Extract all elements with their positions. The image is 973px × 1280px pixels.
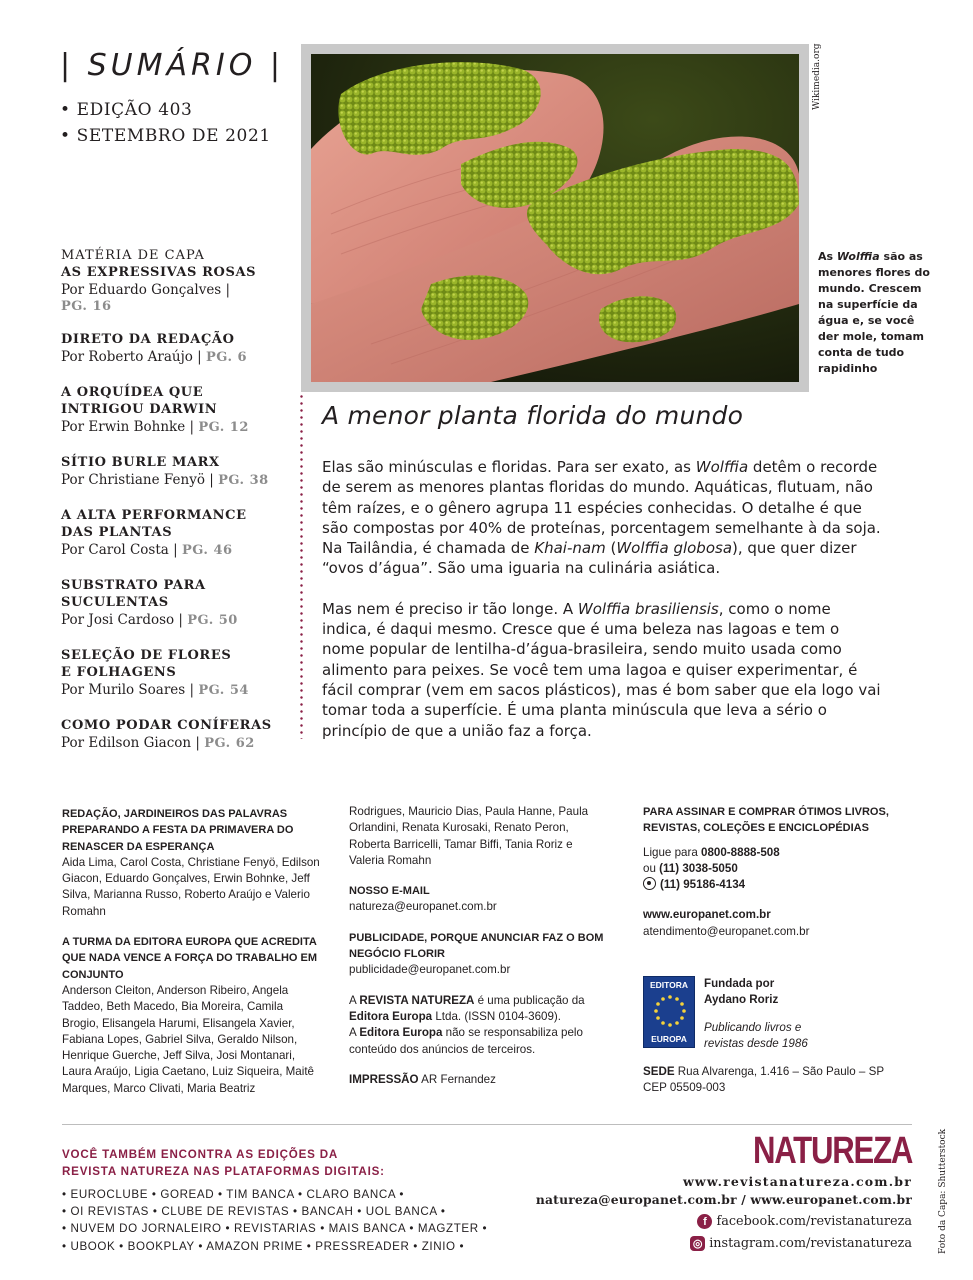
- toc-author: Por Christiane Fenyö | PG. 38: [61, 472, 269, 488]
- article-title: A menor planta florida do mundo: [322, 401, 744, 430]
- instagram-link[interactable]: ◎ instagram.com/revistanatureza: [690, 1236, 912, 1251]
- credits-column-1: [62, 806, 322, 1111]
- digital-platforms-list: [62, 1186, 487, 1255]
- platforms-line: • EUROCLUBE • GOREAD • TIM BANCA • CLARO BANCA •: [62, 1188, 405, 1201]
- platforms-line: • UBOOK • BOOKPLAY • AMAZON PRIME • PRESSREADER • ZINIO •: [62, 1239, 465, 1253]
- toc-item[interactable]: [61, 454, 291, 490]
- footer-divider: [62, 1124, 912, 1125]
- toc-page: PG. 38: [218, 473, 269, 488]
- toc-title-line2: E FOLHAGENS: [61, 665, 177, 680]
- toc-author: Por Murilo Soares | PG. 54: [61, 682, 249, 698]
- revista-site-link[interactable]: www.revistanatureza.com.br: [682, 1174, 912, 1189]
- toc-title: DIRETO DA REDAÇÃO: [61, 332, 235, 347]
- facebook-icon: f: [697, 1214, 712, 1229]
- credits-column-2: [349, 804, 609, 1102]
- platforms-line: • OI REVISTAS • CLUBE DE REVISTAS • BANCAH • UOL BANCA •: [62, 1205, 446, 1219]
- article-body: [322, 457, 882, 761]
- credits-heading: PUBLICIDADE, PORQUE ANUNCIAR FAZ O BOM NEGÓCIO FLORIR: [349, 931, 604, 961]
- cover-story-kicker: MATÉRIA DE CAPA: [61, 248, 205, 263]
- wolffia-photo: [311, 54, 799, 382]
- phone-link[interactable]: 0800-8888-508: [701, 845, 780, 859]
- toc-page: PG. 12: [198, 420, 249, 435]
- toc-page: PG. 46: [181, 543, 233, 558]
- legal-notice: A REVISTA NATUREZA é uma publicação da Editora Europa Ltda. (ISSN 0104-3609). A Editora Europa não se responsabiliza pelo conteúdo dos anúncios de terceiros.: [349, 993, 585, 1056]
- credits-heading: A TURMA DA EDITORA EUROPA QUE ACREDITA QUE NADA VENCE A FORÇA DO TRABALHO EM CONJUNTO: [62, 936, 318, 981]
- toc-author: Por Eduardo Gonçalves |: [61, 282, 231, 298]
- credits-column-3: PARA ASSINAR E COMPRAR ÓTIMOS LIVROS, REVISTAS, COLEÇÕES E ENCICLOPÉDIAS Ligue para 0800-8888-508 ou (11) 3038-5050 (11) 95186-4134 www.europanet.com.br atendimento@europanet.com.br: [643, 806, 889, 938]
- logo-text-top: EDITORA: [649, 980, 689, 990]
- page-title: | SUMÁRIO |: [60, 48, 284, 83]
- logo-text-bottom: EUROPA: [651, 1034, 687, 1044]
- phone-link[interactable]: (11) 3038-5050: [659, 861, 738, 875]
- editora-europa-logo: [643, 976, 695, 1048]
- toc-author: Por Erwin Bohnke | PG. 12: [61, 419, 249, 435]
- toc-title: SELEÇÃO DE FLORES: [61, 648, 232, 663]
- toc-page: PG. 6: [206, 350, 248, 365]
- toc-author: Por Josi Cardoso | PG. 50: [61, 612, 238, 628]
- subscribe-heading: PARA ASSINAR E COMPRAR ÓTIMOS LIVROS, REVISTAS, COLEÇÕES E ENCICLOPÉDIAS: [643, 806, 889, 835]
- toc-title-line2: INTRIGOU DARWIN: [61, 402, 218, 417]
- toc-title: SUBSTRATO PARA: [61, 578, 206, 593]
- whatsapp-link[interactable]: (11) 95186-4134: [660, 878, 746, 892]
- eu-stars-logo: [652, 993, 688, 1029]
- toc-item[interactable]: [61, 384, 291, 437]
- credits-heading: REDAÇÃO, JARDINEIROS DAS PALAVRAS PREPARANDO A FESTA DA PRIMAVERA DO RENASCER DA ESPERANÇA: [62, 808, 294, 853]
- cover-photo-credit: Foto da Capa: Shutterstock: [938, 1128, 948, 1254]
- table-of-contents: [61, 247, 291, 770]
- instagram-icon: ◎: [690, 1236, 705, 1251]
- toc-page: PG. 16: [61, 299, 112, 314]
- facebook-link[interactable]: f facebook.com/revistanatureza: [697, 1214, 912, 1229]
- photo-caption: As Wolffia são as menores flores do mundo. Crescem na superfície da água e, se você der mole, tomam conta de tudo rapidinho: [818, 250, 930, 375]
- toc-title-line2: SUCULENTAS: [61, 595, 169, 610]
- article-paragraph: Mas nem é preciso ir tão longe. A Wolffia brasiliensis, como o nome indica, é daqui mesmo. Cresce que é uma beleza nas lagoas e tem o nome popular de lentilha-d’água-brasileira, sendo muito usada como alimento para peixes. Se você tem uma lagoa e quiser experimentar, é fácil comprar (vem em sacos plásticos), mas é bom saber que ela logo vai tomar toda a superfície. É uma planta minúscula que leva a sério o princípio de que a união faz a força.: [322, 599, 881, 740]
- toc-author: Por Roberto Araújo | PG. 6: [61, 349, 248, 365]
- atendimento-email-link[interactable]: atendimento@europanet.com.br: [643, 924, 810, 938]
- natureza-brand-logo: NATUREZA: [752, 1130, 912, 1172]
- headquarters-address: SEDE Rua Alvarenga, 1.416 – São Paulo – SP CEP 05509-003: [643, 1065, 885, 1095]
- credits-names: Aida Lima, Carol Costa, Christiane Fenyö, Edilson Giacon, Eduardo Gonçalves, Erwin Bohnke, Jeff Silva, Marianna Russo, Roberto Araújo e Valerio Romahn: [62, 855, 320, 918]
- toc-page: PG. 62: [204, 736, 255, 751]
- edition-date: • SETEMBRO DE 2021: [60, 126, 271, 146]
- toc-title: A ORQUÍDEA QUE: [61, 385, 204, 400]
- toc-item[interactable]: [61, 507, 291, 560]
- photo-credit: Wikimedia.org: [812, 43, 822, 110]
- credits-names: Rodrigues, Mauricio Dias, Paula Hanne, Paula Orlandini, Renata Kurosaki, Renato Peron, Roberta Barricelli, Tamar Biffi, Tania Roriz e Valeria Romahn: [349, 805, 589, 867]
- toc-author: Por Carol Costa | PG. 46: [61, 542, 233, 558]
- dotted-divider: [300, 393, 303, 739]
- whatsapp-icon: [643, 877, 656, 890]
- toc-item[interactable]: [61, 331, 291, 367]
- toc-page: PG. 50: [187, 613, 238, 628]
- toc-title-line2: DAS PLANTAS: [61, 525, 173, 540]
- toc-item[interactable]: [61, 247, 291, 314]
- site-link[interactable]: www.europanet.com.br: [643, 908, 771, 922]
- toc-page: PG. 54: [198, 683, 249, 698]
- toc-title: COMO PODAR CONÍFERAS: [61, 718, 272, 733]
- digital-platforms-heading: VOCÊ TAMBÉM ENCONTRA AS EDIÇÕES DA REVISTA NATUREZA NAS PLATAFORMAS DIGITAIS:: [62, 1148, 385, 1178]
- printer-credit: IMPRESSÃO AR Fernandez: [349, 1072, 496, 1086]
- toc-author: Por Edilson Giacon | PG. 62: [61, 735, 255, 751]
- toc-title: A ALTA PERFORMANCE: [61, 508, 247, 523]
- article-paragraph: Elas são minúsculas e floridas. Para ser exato, as Wolffia detêm o recorde de serem as menores plantas floridas do mundo. Aquáticas, flutuam, não têm raízes, e o gênero agrupa 11 espécies conhecidas. O detalhe é que são compostas por 40% de proteínas, porcentagem semelhante à da soja. Na Tailândia, é chamada de Khai-nam (Wolffia globosa), que quer dizer “ovos d’água”. São uma iguaria na culinária asiática.: [322, 458, 881, 578]
- toc-item[interactable]: [61, 577, 291, 630]
- platforms-line: • NUVEM DO JORNALEIRO • REVISTARIAS • MAIS BANCA • MAGZTER •: [62, 1222, 488, 1236]
- publisher-slogan: Publicando livros e revistas desde 1986: [704, 1021, 808, 1050]
- toc-title: SÍTIO BURLE MARX: [61, 455, 220, 470]
- toc-title: AS EXPRESSIVAS ROSAS: [61, 265, 257, 280]
- toc-item[interactable]: [61, 717, 291, 753]
- publicidade-email-link[interactable]: publicidade@europanet.com.br: [349, 963, 511, 977]
- contact-links[interactable]: natureza@europanet.com.br / www.europanet.com.br: [535, 1192, 912, 1207]
- founded-by: Fundada por Aydano Roriz: [704, 977, 779, 1006]
- edition-number: • EDIÇÃO 403: [60, 100, 193, 120]
- credits-names: Anderson Cleiton, Anderson Ribeiro, Angela Taddeo, Beth Macedo, Bia Moreira, Camila Brogio, Elisangela Harumi, Elisangela Xavier, Fabiana Lopes, Gabriel Silva, Geraldo Nilson, Henrique Guerche, Jeff Silva, Josi Montanari, Laura Araújo, Ligia Caetano, Luiz Siqueira, Maitê Marques, Marco Clivati, Maria Beatriz: [62, 983, 314, 1095]
- toc-item[interactable]: [61, 647, 291, 700]
- email-link[interactable]: natureza@europanet.com.br: [349, 900, 497, 914]
- credits-heading: NOSSO E-MAIL: [349, 885, 430, 898]
